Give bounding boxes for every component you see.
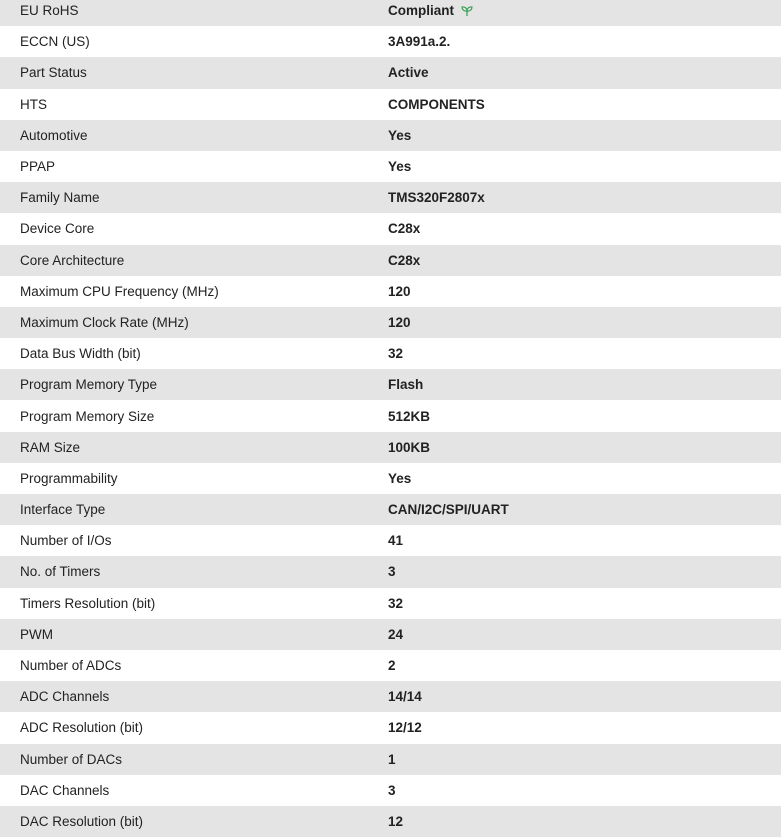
- spec-row: [0, 89, 781, 120]
- spec-label: ADC Resolution (bit): [20, 720, 144, 736]
- spec-value-cell: [388, 253, 781, 268]
- spec-value: 12: [388, 813, 404, 829]
- spec-row: [0, 0, 781, 26]
- spec-value: Yes: [388, 127, 412, 143]
- spec-value-cell: [388, 564, 781, 579]
- spec-label: ADC Channels: [20, 689, 110, 705]
- spec-value-cell: [388, 720, 781, 735]
- spec-label: Program Memory Type: [20, 377, 158, 393]
- spec-row: [0, 213, 781, 244]
- spec-label: Number of I/Os: [20, 533, 112, 549]
- spec-row: [0, 744, 781, 775]
- spec-row: [0, 307, 781, 338]
- spec-value-cell: [388, 533, 781, 548]
- spec-label: DAC Resolution (bit): [20, 813, 144, 829]
- spec-value-cell: [388, 34, 781, 49]
- spec-value: 3: [388, 564, 396, 580]
- spec-value-cell: [388, 159, 781, 174]
- spec-value: 120: [388, 314, 411, 330]
- spec-value-cell: [388, 97, 781, 112]
- spec-value: CAN/I2C/SPI/UART: [388, 502, 509, 518]
- spec-label: Program Memory Size: [20, 408, 155, 424]
- spec-row: [0, 369, 781, 400]
- spec-value-cell: [388, 658, 781, 673]
- spec-label: No. of Timers: [20, 564, 101, 580]
- spec-label: RAM Size: [20, 439, 81, 455]
- spec-label: Number of DACs: [20, 751, 123, 767]
- spec-value: COMPONENTS: [388, 96, 485, 112]
- spec-row: [0, 276, 781, 307]
- spec-row: [0, 494, 781, 525]
- spec-value-cell: [388, 752, 781, 767]
- spec-value: 32: [388, 595, 404, 611]
- spec-label: Maximum Clock Rate (MHz): [20, 314, 189, 330]
- spec-label: Automotive: [20, 127, 88, 143]
- spec-label: PPAP: [20, 159, 56, 175]
- spec-label: DAC Channels: [20, 782, 110, 798]
- spec-label: Part Status: [20, 65, 87, 81]
- spec-row: [0, 245, 781, 276]
- spec-value: TMS320F2807x: [388, 190, 485, 206]
- spec-value: 32: [388, 346, 404, 362]
- spec-value: Compliant: [388, 3, 454, 19]
- spec-value: 100KB: [388, 439, 431, 455]
- spec-row: [0, 338, 781, 369]
- spec-value-cell: [388, 65, 781, 80]
- spec-value-cell: [388, 377, 781, 392]
- spec-row: [0, 588, 781, 619]
- spec-value-cell: [388, 440, 781, 455]
- spec-value: 3: [388, 782, 396, 798]
- leaf-icon: [460, 4, 474, 18]
- spec-value-cell: [388, 221, 781, 236]
- spec-row: [0, 650, 781, 681]
- spec-value-cell: [388, 627, 781, 642]
- spec-value-cell: [388, 502, 781, 517]
- spec-value-cell: [388, 128, 781, 143]
- spec-value: 41: [388, 533, 404, 549]
- spec-label: Device Core: [20, 221, 95, 237]
- spec-label: HTS: [20, 96, 47, 112]
- spec-row: [0, 712, 781, 743]
- spec-row: [0, 525, 781, 556]
- spec-label: Family Name: [20, 190, 100, 206]
- spec-value-cell: [388, 409, 781, 424]
- spec-label: Interface Type: [20, 502, 106, 518]
- spec-label: Data Bus Width (bit): [20, 346, 141, 362]
- spec-label: Core Architecture: [20, 252, 125, 268]
- spec-label: Maximum CPU Frequency (MHz): [20, 283, 219, 299]
- spec-row: [0, 556, 781, 587]
- spec-value-cell: [388, 284, 781, 299]
- spec-value-cell: [388, 689, 781, 704]
- spec-row: [0, 400, 781, 431]
- spec-label: ECCN (US): [20, 34, 90, 50]
- spec-value: 120: [388, 283, 411, 299]
- spec-value: 512KB: [388, 408, 431, 424]
- spec-label: Programmability: [20, 470, 118, 486]
- spec-label: Number of ADCs: [20, 658, 122, 674]
- spec-value: 1: [388, 751, 396, 767]
- spec-row: [0, 463, 781, 494]
- spec-value-cell: [388, 315, 781, 330]
- spec-value: Yes: [388, 159, 412, 175]
- spec-value: 14/14: [388, 689, 422, 705]
- spec-value: Flash: [388, 377, 424, 393]
- spec-value-cell: [388, 471, 781, 486]
- spec-value: C28x: [388, 221, 421, 237]
- spec-value: 3A991a.2.: [388, 34, 451, 50]
- spec-value-cell: [388, 346, 781, 361]
- spec-value: 12/12: [388, 720, 422, 736]
- spec-row: [0, 57, 781, 88]
- spec-value: C28x: [388, 252, 421, 268]
- spec-value: 24: [388, 626, 404, 642]
- spec-row: [0, 151, 781, 182]
- spec-row: [0, 806, 781, 837]
- spec-label: EU RoHS: [20, 3, 79, 19]
- spec-row: [0, 619, 781, 650]
- spec-label: PWM: [20, 626, 53, 642]
- spec-label: Timers Resolution (bit): [20, 595, 156, 611]
- spec-row: [0, 120, 781, 151]
- spec-row: [0, 26, 781, 57]
- spec-value: Active: [388, 65, 429, 81]
- spec-row: [0, 775, 781, 806]
- spec-value: Yes: [388, 470, 412, 486]
- spec-row: [0, 182, 781, 213]
- spec-value-cell: [388, 783, 781, 798]
- spec-value: 2: [388, 658, 396, 674]
- spec-value-cell: [388, 190, 781, 205]
- spec-value-cell: [388, 814, 781, 829]
- spec-row: [0, 681, 781, 712]
- spec-value-cell: [388, 3, 781, 18]
- spec-value-cell: [388, 596, 781, 611]
- spec-row: [0, 432, 781, 463]
